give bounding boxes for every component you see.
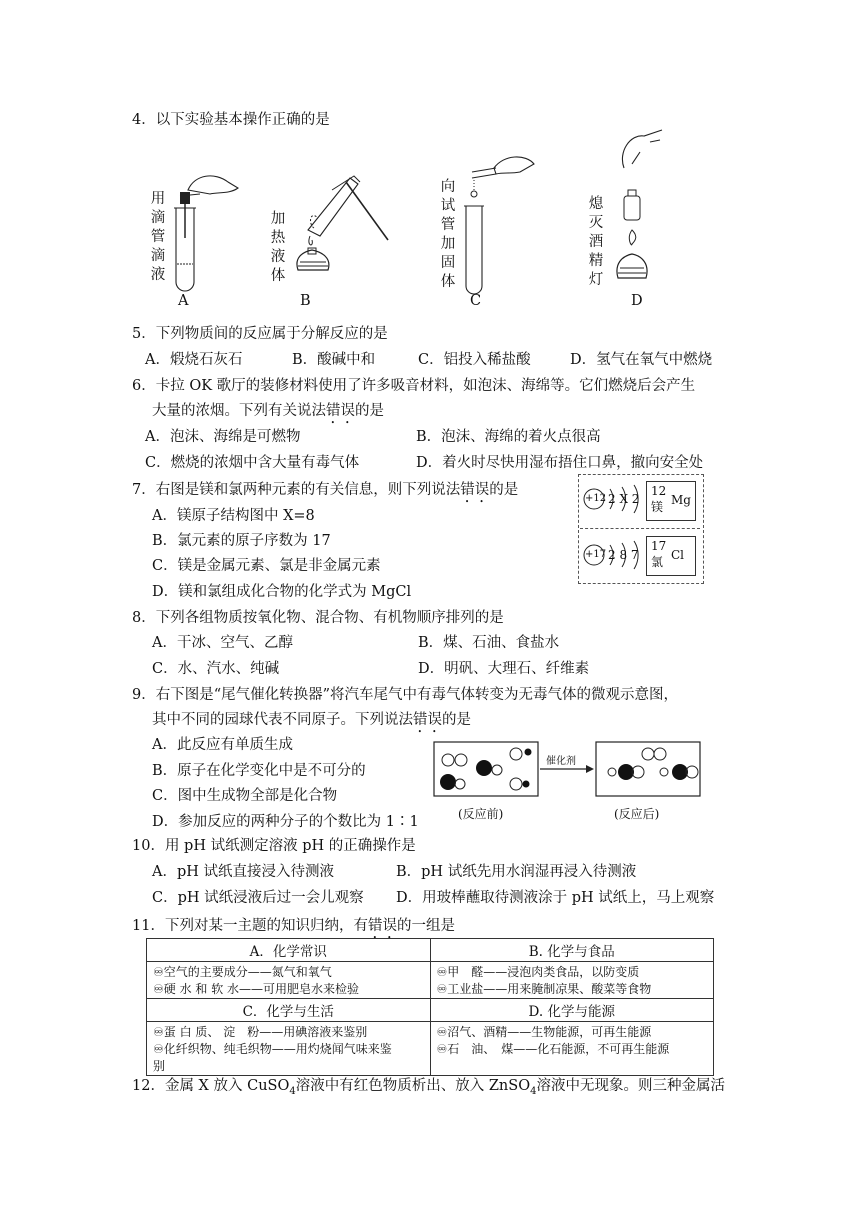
q12-stem: 12．金属 X 放入 CuSO$_4$溶液中有红色物质析出、放入 ZnSO$_4$溶液中无现象。则三种金属活 <box>132 1078 725 1097</box>
element-figure-divider <box>580 528 700 529</box>
q6-stem-line1: 6．卡拉 OK 歌厅的装修材料使用了许多吸音材料，如泡沫、海绵等。它们燃烧后会产生 <box>132 378 696 394</box>
knowledge-table <box>146 938 714 1076</box>
figure-c-label: 向 试 管 加 固 体 <box>440 179 456 290</box>
mg-name: 镁 <box>651 500 664 514</box>
q9-option-a: A．此反应有单质生成 <box>152 737 293 753</box>
table-cell-c: ♾蛋 白 质、 淀 粉——用碘溶液来鉴别 ♾化纤织物、纯毛织物——用灼烧闻气味来鉴 别 <box>147 1022 431 1076</box>
after-reaction-label: (反应后) <box>614 807 660 821</box>
q7-stem: 7．右图是镁和氯两种元素的有关信息，则下列说法错误的是 <box>132 482 519 498</box>
q5-option-c: C．铝投入稀盐酸 <box>418 352 531 368</box>
cl-nucleus: +17 <box>585 549 607 560</box>
figure-c-letter: C <box>470 293 482 309</box>
q11-stem: 11．下列对某一主题的知识归纳，有错误的一组是 <box>132 918 455 934</box>
table-cell-d: ♾沼气、酒精——生物能源，可再生能源 ♾石 油、 煤——化石能源，不可再生能源 <box>430 1022 714 1076</box>
cl-element-cell <box>646 536 696 576</box>
table-cell-b: ♾甲 醛——浸泡肉类食品，以防变质 ♾工业盐——用来腌制凉果、酸菜等食物 <box>430 962 714 999</box>
mg-atomic-number: 12 <box>651 484 667 498</box>
mg-element-cell <box>646 481 696 521</box>
table-head-c: C．化学与生活 <box>147 999 431 1022</box>
adding-solid-illustration <box>460 150 540 290</box>
figure-a-letter: A <box>178 293 189 309</box>
table-head-b: B. 化学与食品 <box>430 939 714 962</box>
q10-option-b: B．pH 试纸先用水润湿再浸入待测液 <box>396 864 637 880</box>
q8-option-c: C．水、汽水、纯碱 <box>152 661 280 677</box>
q10-option-c: C．pH 试纸浸液后过一会儿观察 <box>152 890 364 906</box>
q7-option-c: C．镁是金属元素、氯是非金属元素 <box>152 558 381 574</box>
q5-option-b: B．酸碱中和 <box>292 352 376 368</box>
q9-option-d: D．参加反应的两种分子的个数比为 1∶1 <box>152 814 419 830</box>
q7-option-d: D．镁和氯组成化合物的化学式为 MgCl <box>152 584 412 600</box>
q5-option-d: D．氢气在氧气中燃烧 <box>570 352 713 368</box>
q9-option-b: B．原子在化学变化中是不可分的 <box>152 763 366 779</box>
cl-shells: 2 8 7 <box>608 548 639 562</box>
figure-b-letter: B <box>300 293 311 309</box>
figure-d-letter: D <box>631 293 643 309</box>
q10-option-a: A．pH 试纸直接浸入待测液 <box>152 864 335 880</box>
mg-nucleus: +12 <box>585 493 607 504</box>
cl-atomic-number: 17 <box>651 539 667 553</box>
q10-stem: 10．用 pH 试纸测定溶液 pH 的正确操作是 <box>132 838 416 854</box>
q6-option-a: A．泡沫、海绵是可燃物 <box>145 429 301 445</box>
q5-option-a: A．煅烧石灰石 <box>145 352 243 368</box>
q8-option-b: B．煤、石油、食盐水 <box>418 635 560 651</box>
mg-shells: 2 X 2 <box>608 492 640 506</box>
before-reaction-label: (反应前) <box>458 807 504 821</box>
q6-stem-line2: 大量的浓烟。下列有关说法错误的是 <box>152 403 384 419</box>
figure-b-label: 加 热 液 体 <box>270 211 286 284</box>
q7-option-b: B．氯元素的原子序数为 17 <box>152 533 331 549</box>
q9-stem-line1: 9．右下图是“尾气催化转换器”将汽车尾气中有毒气体转变为无毒气体的微观示意图， <box>132 687 679 703</box>
table-head-a: A．化学常识 <box>147 939 431 962</box>
heating-liquid-illustration <box>288 170 398 290</box>
q9-option-c: C．图中生成物全部是化合物 <box>152 788 338 804</box>
cl-symbol: Cl <box>671 548 685 562</box>
cl-name: 氯 <box>651 555 664 569</box>
mg-symbol: Mg <box>671 493 691 507</box>
q10-option-d: D．用玻棒蘸取待测液涂于 pH 试纸上，马上观察 <box>396 890 715 906</box>
q9-stem-line2: 其中不同的园球代表不同原子。下列说法错误的是 <box>152 712 471 728</box>
dropper-illustration <box>170 168 250 308</box>
q6-option-d: D．着火时尽快用湿布捂住口鼻，撤向安全处 <box>416 455 704 471</box>
table-cell-a: ♾空气的主要成分——氮气和氧气 ♾硬 水 和 软 水——可用肥皂水来检验 <box>147 962 431 999</box>
q4-stem: 4．以下实验基本操作正确的是 <box>132 112 330 128</box>
figure-a-label: 用 滴 管 滴 液 <box>150 191 166 283</box>
q8-stem: 8．下列各组物质按氧化物、混合物、有机物顺序排列的是 <box>132 610 504 626</box>
q8-option-d: D．明矾、大理石、纤维素 <box>418 661 590 677</box>
q6-option-c: C．燃烧的浓烟中含大量有毒气体 <box>145 455 360 471</box>
catalytic-converter-diagram <box>434 742 734 812</box>
q7-option-a: A．镁原子结构图中 X=8 <box>152 508 315 524</box>
q8-option-a: A．干冰、空气、乙醇 <box>152 635 293 651</box>
extinguish-lamp-illustration <box>610 128 670 288</box>
q5-stem: 5．下列物质间的反应属于分解反应的是 <box>132 326 388 342</box>
figure-d-label: 熄 灭 酒 精 灯 <box>588 196 604 288</box>
q6-option-b: B．泡沫、海绵的着火点很高 <box>416 429 601 445</box>
table-head-d: D. 化学与能源 <box>430 999 714 1022</box>
catalyst-label: 催化剂 <box>546 756 576 767</box>
